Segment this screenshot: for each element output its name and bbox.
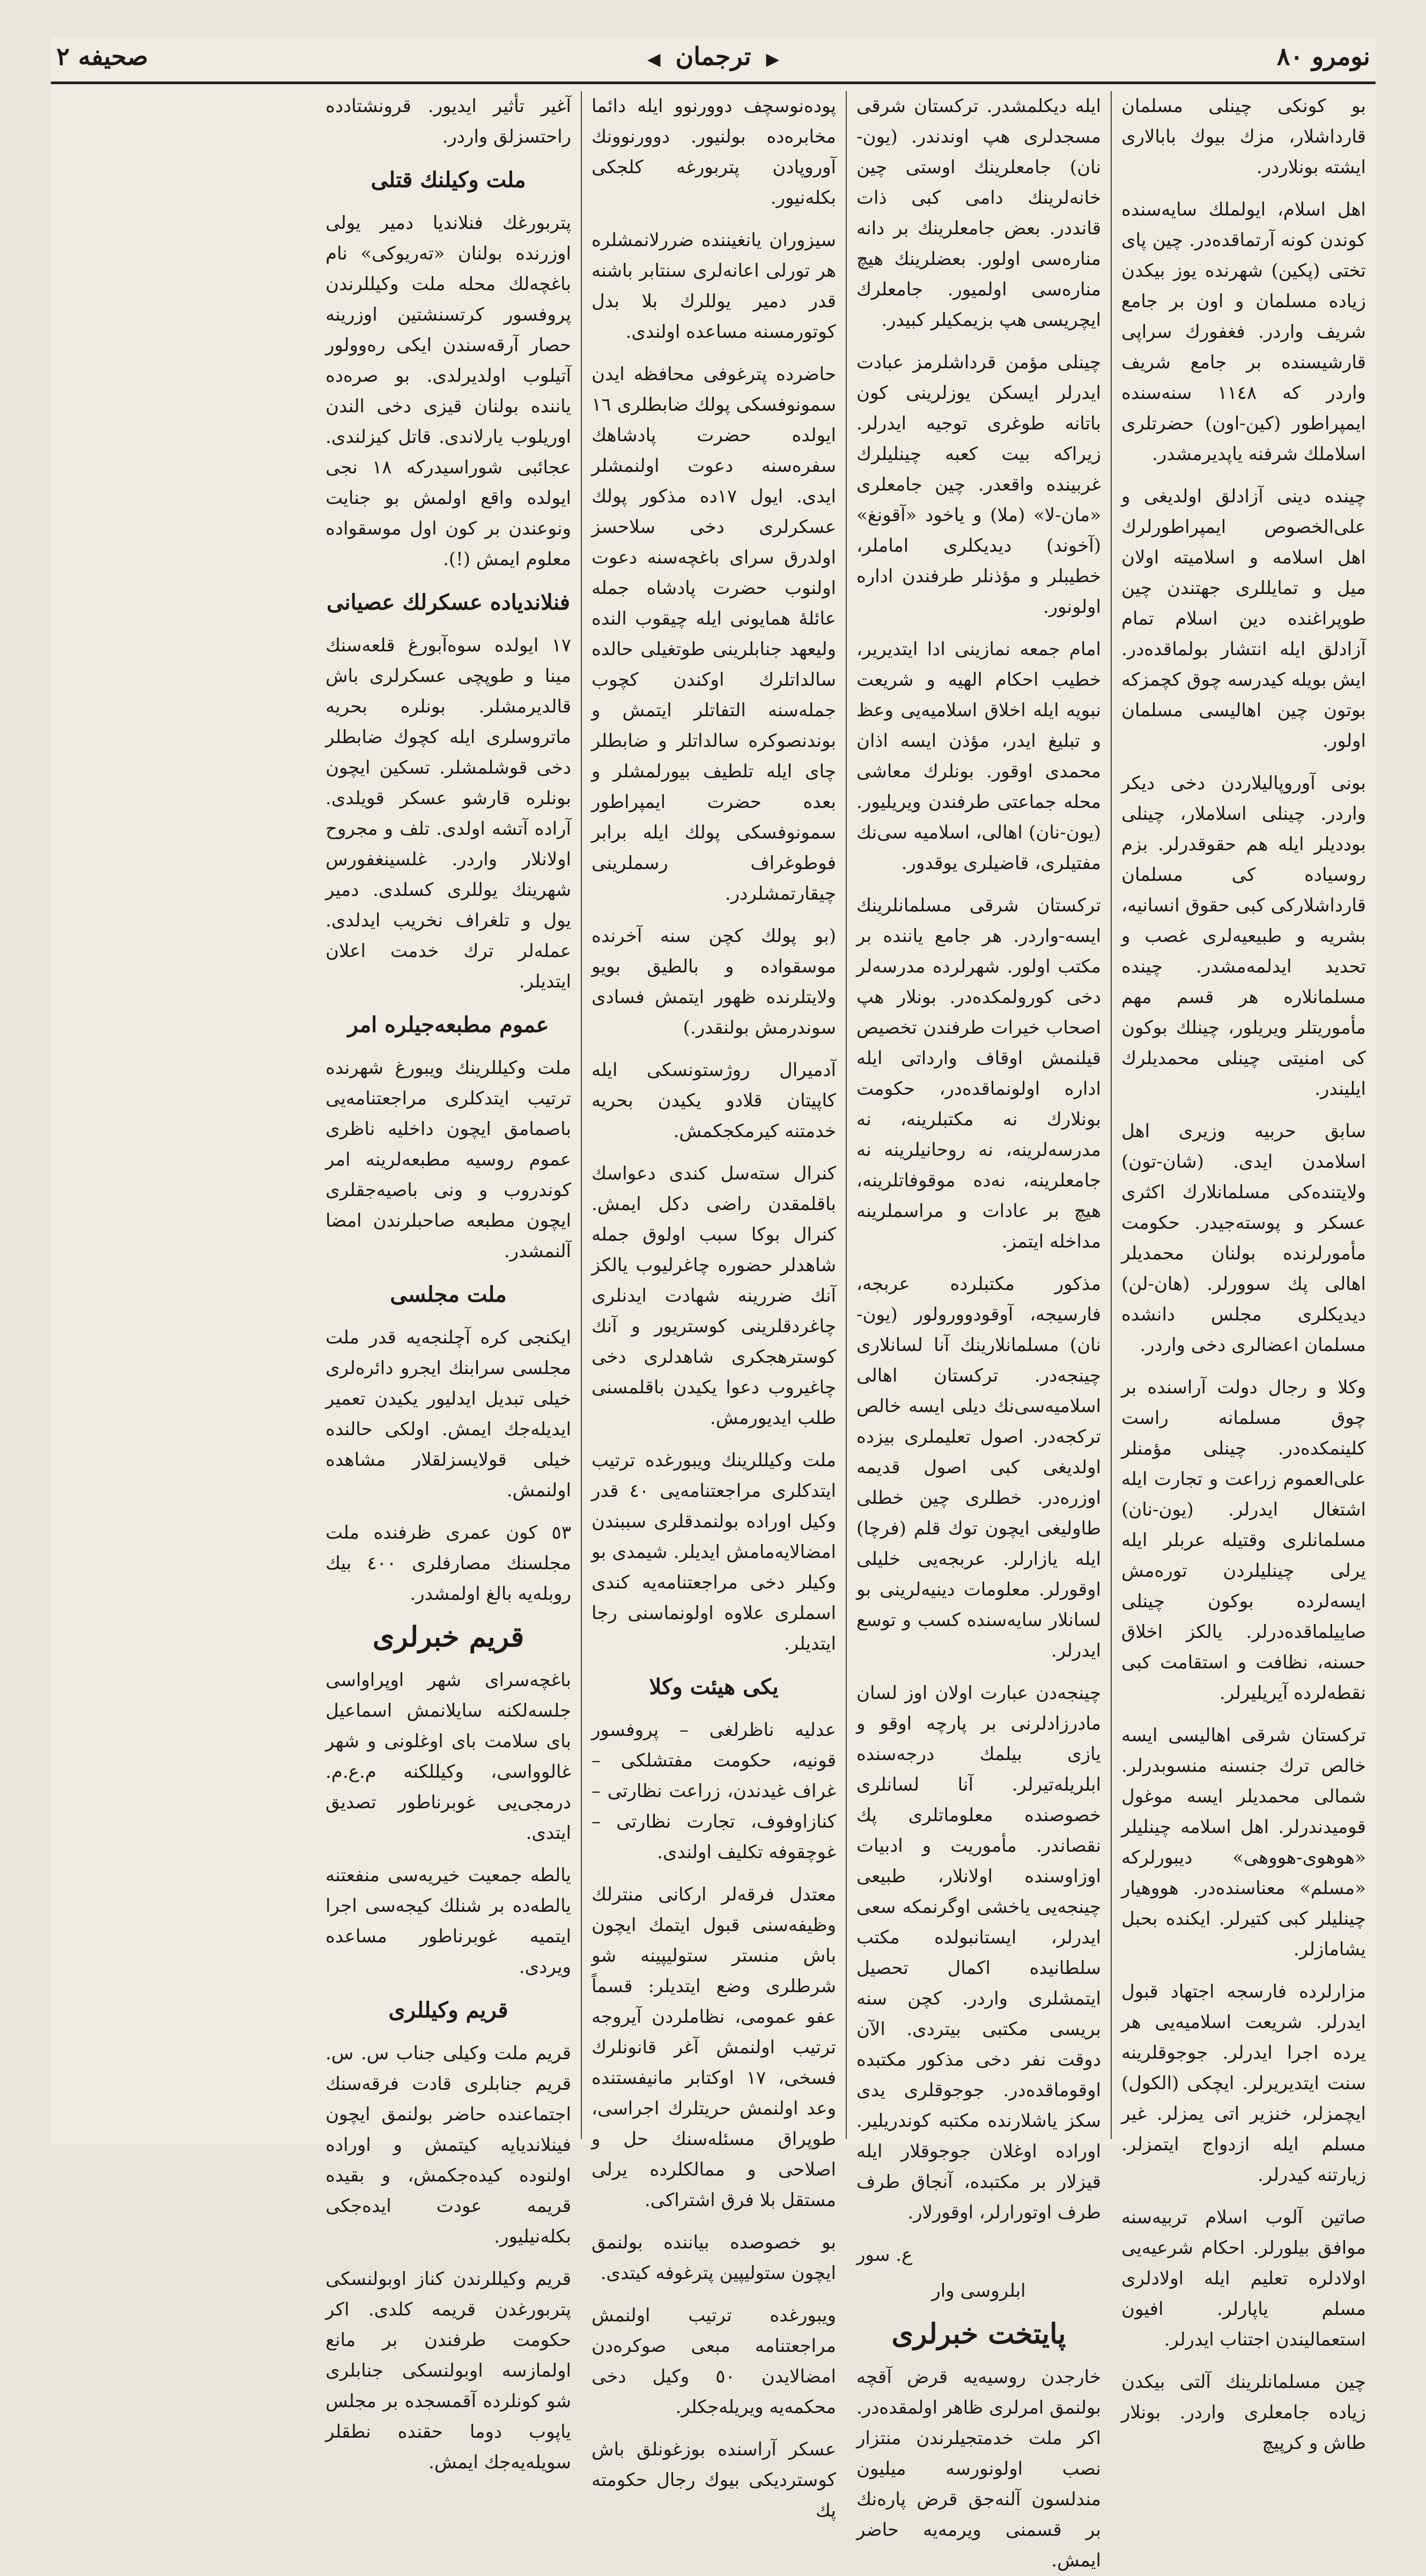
section-heading: قریم وکیللری xyxy=(388,1998,508,2023)
paragraph: قریم وکیللرندن کناز اوبولنسکی پتربورغدن قریمه کلدی. اکر حکومت طرفندن بر مانع اولمازسه اوبولنسکی جنابلری شو کونلرده آقمسجده بر مجلس یاپوب دوما حقنده نطقلر سویله‌یه‌جك ایمش. xyxy=(326,2268,571,2473)
issue-number: نومرو ٨٠ xyxy=(1276,42,1370,71)
paragraph: ١٧ ایولده سوه‌آبورغ قلعه‌سنك مینا و طوپچی عسکرلری باش قالدیرمشلر. بونلره بحریه ماتروسلری ایله کچوك ضابطلر دخی قوشلمشلر. تسکین ایچون بونلره قارشو عسکر قویلدی. آراده آتشه اولدی. تلف و مجروح اولانلار واردر. غلسینغفورس شهرینك یوللری کسلدی. دمیر یول و تلغراف نخریب ایدلدی. عمله‌لر ترك خدمت اعلان ایتدیلر. xyxy=(326,635,571,992)
news-item: سیزوران یانغیننده ضررلانمشلره هر تورلی اعانه‌لری سنتابر باشنه قدر دمیر یوللرك بلا بدل کوتورمسنه مساعده اولندی. xyxy=(592,229,836,343)
column-1 xyxy=(1111,91,1376,2454)
section-heading: ملت وکیلنك قتلی xyxy=(371,167,526,192)
section-heading: پایتخت خبرلری xyxy=(891,2318,1066,2350)
paragraph: بو کونکی چینلی مسلمان قارداشلار، مزك بیوك بابالاری ایشته بونلاردر. xyxy=(1121,95,1366,178)
paragraph: ٥٣ کون عمری ظرفنده ملت مجلسنك مصارفلری ٤٠٠ بیك روبله‌یه بالغ اولمشدر. xyxy=(326,1522,571,1605)
paragraph: بونی آوروپالیلاردن دخی دیکر واردر. چینلی اسلاملار، چینلی بوددیلر ایله هم حقوقدرلر. بزم روسیاده کی مسلمان قارداشلارکی کبی حقوق انسانیه، بشریه و طبیعیه‌لری غصب و تحدید ایدلمه‌مشدر. چینده مسلمانلاره هر قسم مهم مأموریتلر ویریلور، چینلك بوکون کی امنیتی چینلی محمدیلرك ایلیندر. xyxy=(1121,773,1366,1100)
news-item: بو خصوصده بیاننده بولنمق ایچون ستولیپین پترغوفه کیتدی. xyxy=(592,2232,836,2284)
columns xyxy=(51,91,1376,2571)
section-heading: قریم خبرلری xyxy=(372,1621,524,1653)
news-item: پوده‌نوسچف دوورنوو ایله دائما مخابره‌ده بولنیور. دوورنوونك آوروپادن پتربورغه کلجکی بکله‌نیور. xyxy=(592,95,836,209)
title-text: ترجمان xyxy=(675,42,751,71)
author-signature: ع. سور xyxy=(856,2244,913,2266)
column-4 xyxy=(316,91,581,2473)
section-heading: عموم مطبعه‌جیلره امر xyxy=(348,1012,549,1037)
news-item: ملت وکیللرینك ویبورغده ترتیب ایتدکلری مراجعتنامه‌یی ٤٠ قدر وکیل اوراده بولنمدقلری سببندن امضالایه‌مامش ایدیلر. شیمدی بو وکیلر دخی مراجعتنامه‌یه کندی اسملری علاوه اولونماسنی رجا ایتدیلر. xyxy=(592,1450,837,1654)
news-item: عدلیه ناظرلغی – پروفسور قونیه، حکومت مفتشلکی – غراف غیدندن، زراعت نظارتی – کنازاوفوف، تجارت نظارتی – غوچقوفه تکلیف اولندی. xyxy=(592,1719,836,1863)
paragraph: چین مسلمانلرینك آلتی بیکدن زیاده جامعلری واردر. بونلار طاش و کرپیچ xyxy=(1121,2371,1366,2454)
masthead xyxy=(51,38,1376,80)
paragraph: ایکنجی کره آچلنجه‌یه قدر ملت مجلسی سرابنك ایجرو دائره‌لری خیلی تبدیل ایدلیور یکیدن تعمیر ایدیله‌جك ایمش. اولکی حالنده خیلی قولایسزلقلار مشاهده اولنمش. xyxy=(326,1327,571,1501)
newspaper-title xyxy=(641,42,786,71)
news-item: خارجدن روسیه‌یه قرض آقچه بولنمق امرلری ظاهر اولمقده‌در. اکر ملت خدمتجیلرندن منتزار نصب اولونورسه میلیون مندلسون آلنه‌جق قرض پاره‌نك بر قسمنی ویرمه‌یه حاضر ایمش. xyxy=(856,2366,1101,2571)
masthead-rule xyxy=(51,81,1376,84)
paragraph: پتربورغك فنلاندیا دمیر یولی اوزرنده بولنان «تەریوکی» نام باغچه‌لك محله ملت وکیللرندن پروفسور کرتسنشتین اوزرینه حصار آرقه‌سندن ایکی رەوولور آتیلوب اولدیرلدی. بو صره‌ده یاننده بولنان قیزی دخی الندن اوریلوب یارلاندی. قاتل کیزلندی. عجائبی شوراسیدرکه ١٨ نجی ایولده واقع اولمش بو جنایت ونوعندن بر کون اول موسقواده معلوم ایمش (!). xyxy=(326,212,571,570)
paragraph: آغیر تأثیر ایدیور. قرونشتادده راحتسزلق واردر. xyxy=(326,95,571,147)
paragraph: ترکستان شرقی اهالیسی ایسه خالص ترك جنسنه منسوبدرلر. شمالی محمدیلر ایسه موغول قومیدندرلر. اهل اسلامه چینلیلر «هوهوی-هووهی» دیبورلرکه «مسلم» معناسنده‌در. هووهیار چینلیلر کبی کتیرلر. ایکنده بحبل یشامازلر. xyxy=(1121,1725,1366,1960)
paragraph: ایله دیکلمشدر. ترکستان شرقی مسجدلری هپ اوندندر. (یون-نان) جامعلرینك اوستی چین خانه‌لرینك دامی کبی ذات قانددر. بعض جامعلرینك بر دانه مناره‌سی اولور. بعضلرینك هیچ مناره‌سی اولمیور. جامعلرك ایچریسی هپ بزیمکیلر کبیدر. xyxy=(856,95,1101,331)
paragraph: امام جمعه نمازینی ادا ایتدیریر، خطیب احکام الهیه و شریعت نبویه ایله اخلاق اسلامیه‌یی وعظ و تبلیغ ایدر، مؤذن ایسه اذان محمدی اوقور. بونلرك معاشی محله جماعتی طرفندن ویریلیور. (یون-نان) اهالی، اسلامیه سی‌نك مفتیلری، قاضیلری یوقدور. xyxy=(856,639,1101,874)
paragraph: وکلا و رجال دولت آراسنده بر چوق مسلمانه راست کلینمکده‌در. چینلی مؤمنلر علی‌العموم زراعت و تجارت ایله اشتغال ایدرلر. (یون-نان) مسلمانلری وقتیله عربلر ایله یرلی چینلیلردن توره‌مش ایسه‌لرده بوکون چینلی صاییلماقده‌درلر. یالکز اخلاق حسنه، نظافت و استقامت کبی نقطه‌لرده آیریلیرلر. xyxy=(1121,1377,1366,1704)
paragraph: صاتین آلوب اسلام تربیه‌سنه موافق بیلورلر. احکام شرعیه‌یی اولادلره تعلیم ایله اولادلری مسلم یاپارلر. افیون استعمالیندن اجتناب ایدرلر. xyxy=(1121,2207,1366,2350)
column-3 xyxy=(581,91,846,2521)
news-item: کنرال سته‌سل کندی دعواسك باقلمقدن راضی دکل ایمش. کنرال بوکا سبب اولوق جمله شاهدلر حضوره چاغرلیوب یالکز آنك ضررینه شهادت ایدنلری چاغردقلرینی کوستریور و آنك کوسترهجکری شاهدلری دخی چاغیروب دعوا یکیدن باقلمسنی طلب ایدیورمش. xyxy=(592,1163,836,1429)
paragraph: چینجه‌دن عبارت اولان اوز لسان مادرزادلرنی بر پارچه اوقو و یازی بیلمك درجه‌سنده ابلریله‌تیرلر. آنا لسانلری خصوصنده معلوماتلری پك نقصاندر. مأموریت و ادبیات اوزاوسنده اولانلار، طبیعی چینجه‌یی یاخشی اوگرنمکه سعی ایدرلر، ایستانبولده مکتب سلطانیده اکمال تحصیل ایتمشلری واردر. کچن سنه بریسی مکتبی بیتردی. الآن دوقت نفر دخی مذکور مکتبده اوقوماقده‌در. جوجوقلری یدی سکز یاشلارنده مکتبه کوندریلیر. اوراده اوغلان جوجوقلار ایله قیزلار بر مکتبده، آنجاق طرف طرف اوتورارلر، اوقورلار. xyxy=(856,1682,1101,2223)
paragraph: اهل اسلام، ایولملك سایه‌سنده کوندن کونه آرتماقده‌در. چین پای تختی (پکین) شهرنده یوز بیکدن زیاده مسلمان و اون بر جامع شریف واردر. فغفورك سراپی قارشیسنده بر جامع شریف واردر که ١١٤٨ سنه‌سنده ایمپراطور (کین-اون) حضرتلری اسلاملك شرفنه یاپدیرمشدر. xyxy=(1121,199,1366,465)
section-heading: ملت مجلسی xyxy=(390,1282,507,1307)
title-ornament-icon: ▶ xyxy=(766,49,780,69)
column-2 xyxy=(846,91,1111,2571)
news-item: ویبورغده ترتیب اولنمش مراجعتنامه مبعی صوکره‌دن امضالایدن ٥٠ وکیل دخی محکمه‌یه ویریله‌جکلر. xyxy=(592,2305,836,2418)
section-heading: فنلاندیاده عسکرلك عصیانی xyxy=(326,590,571,615)
paragraph: مزارلرده فارسجه اجتهاد قبول ایدرلر. شریعت اسلامیه‌یی هر یرده اجرا ایدرلر. جوجوقلرینه سنت ایتدیریرلر. ایچکی (الکول) ایچمزلر، خنزیر اتی یمزلر. غیر مسلم ایله ازدواج ایتمزلر. زیارتنه کیدرلر. xyxy=(1121,1981,1366,2186)
paragraph: مذکور مکتبلرده عربجه، فارسیجه، آوقودوورولور (یون-نان) مسلمانلارینك آنا لسانلاری چینجه‌در. ترکستان اهالی اسلامیه‌سی‌نك دیلی ایسه خالص ترکجه‌در. اصول تعلیملری بیزده اولدیغی کبی اصول قدیمه اوزره‌در. خطلری چین خطلی طاولیغی ایچون توك قلم (فرچا) ایله یازارلر. عربجه‌یی خلیلی اوقورلر. معلومات دینیه‌لرینی بو لسانلار سایه‌سنده کسب و توسع ایدرلر. xyxy=(856,1273,1101,1661)
paragraph: سابق حربیه وزیری اهل اسلامدن ایدی. (شان-تون) ولایتنده‌کی مسلمانلارك اکثری عسکر و پوسته‌جیدر. حکومت مأمورلرنده بولنان محمدیلر اهالی پك سوورلر. (هان-لن) دیدیکلری مجلس دانشده مسلمان اعضالری دخی واردر. xyxy=(1121,1120,1366,1356)
news-item: آدمیرال روژستونسکی ایله کاپیتان قلادو یکیدن بحریه خدمتنه کیرمکجکمش. xyxy=(592,1059,836,1142)
paragraph: چینده دینی آزادلق اولدیغی و علی‌الخصوص ایمپراطورلرك اهل اسلامه و اسلامیته اولان میل و تمایللری جهتندن چین طوپراغنده دین اسلام تمام آزادلق ایله انتشار بولماقده‌در. ایش بویله کیدرسه چوق کچمزکه بوتون چین اهالیسی مسلمان اولور. xyxy=(1121,486,1366,752)
news-item: عسکر آراسنده بوزغونلق باش کوستردیکی بیوك رجال حکومته پك xyxy=(592,2439,836,2521)
title-ornament-icon: ◀ xyxy=(647,49,661,69)
page-number: صحیفه ٢ xyxy=(56,42,149,71)
news-item: معتدل فرقه‌لر ارکانی منترلك وظیفه‌سنی قبول ایتمك ایچون باش منستر ستولیپینه شو شرطلری وضع ایتدیلر: قسماً عفو عمومی، نظاملردن آیروجه ترتیب اولنمش آغر قانونلرك فسخی، ١٧ اوکتابر مانیفستنده وعد اولنمش حریتلرك اجراسی، طوپراق مسئله‌سنك حل و اصلاحی و ممالکلرده یرلی مستقل بلا فرق اشتراکی. xyxy=(592,1884,837,2211)
paragraph: ملت وکیللرینك ویبورغ شهرنده ترتیب ایتدکلری مراجعتنامه‌یی باصمامق ایچون داخلیه ناظری عموم روسیه مطبعه‌لرینه امر کوندروب و ونی باصیه‌جقلری ایچون مطبعه صاحبلرندن امضا آلنمشدر. xyxy=(326,1057,571,1262)
news-item: یالطه جمعیت خیریه‌سی منفعتنه یالطه‌ده بر شنلك کیجه‌سی اجرا ایتمیه غوبرناطور مساعده ویردی. xyxy=(326,1865,571,1978)
paragraph: قریم ملت وکیلی جناب س. س. قریم جنابلری قادت فرقه‌سنك اجتماعنده حاضر بولنمق ایچون فینلاندیایه کیتمش و اوراده اولنوده کیده‌جکمش، و بقیده قریمه عودت ایده‌جکی بکله‌نیلیور. xyxy=(326,2043,571,2247)
news-item: (بو پولك کچن سنه آخرنده موسقواده و بالطیق بویو ولایتلرنده ظهور ایتمش فسادی سوندرمش بولنقدر.) xyxy=(592,925,836,1038)
paragraph: چینلی مؤمن قرداشلرمز عبادت ایدرلر ایسکن یوزلرینی کون باتانه طوغری توجیه ایدرلر. زیراکه بیت کعبه چینلیلرك غربینده واقعدر. چین جامعلری «مان-لا» (ملا) و یاخود «آقونغ» (آخوند) دیدیکلری اماملر، خطیبلر و مؤذنلر طرفندن اداره اولونور. xyxy=(856,352,1101,618)
news-item: حاضرده پترغوفی محافظه ایدن سمونوفسکی پولك ضابطلری ١٦ ایولده حضرت پادشاهك سفره‌سنه دعوت اولنمشلر ایدی. ایول ١٧ده مذکور پولك عسکرلری دخی سلاحسز اولدرق سرای باغچه‌سنه دعوت اولنوب حضرت پادشاه جمله عائلهٔ همایونی ایله چیقوب النده ولیعهد جنابلرینی طوتغیلی حالده سالداتلرك اوکندن کچوب جمله‌سنه التفاتلر ایتمش و بوندنصوکره سالداتلر و ضابطلر چای ایله تلطیف بیورلمشلر و بعده حضرت ایمپراطور سمونوفسکی پولك ایله برابر فوطوغراف رسملرینی چیقارتمشلردر. xyxy=(592,363,836,904)
paragraph: ابلروسی وار xyxy=(932,2280,1026,2302)
news-item: باغچه‌سرای شهر اوپراواسی جلسه‌لکنه سایلانمش اسماعیل بای سلامت بای اوغلونی و شهر غالوواسی، وکیللکنه م.ع.م. درمجی‌یی غوبرناطور تصدیق ایتدی. xyxy=(326,1669,571,1844)
paragraph: ترکستان شرقی مسلمانلرینك ایسه-واردر. هر جامع یاننده بر مکتب اولور. شهرلرده مدرسه‌لر دخی کورولمکده‌در. بونلار هپ اصحاب خیرات طرفندن تخصیص قیلنمش اوقاف وارداتی ایله اداره اولونماقده‌در، حکومت بونلارك نه مکتبلرینه، نه مدرسه‌لرینه، نه روحانیلرینه نه جامعلرینه، نه‌ده موقوفاتلرینه، هیچ بر عادات و مراسملرینه مداخله ایتمز. xyxy=(856,895,1101,1252)
section-heading: یکی هیئت وکلا xyxy=(649,1674,779,1699)
newspaper-page xyxy=(51,38,1376,2571)
